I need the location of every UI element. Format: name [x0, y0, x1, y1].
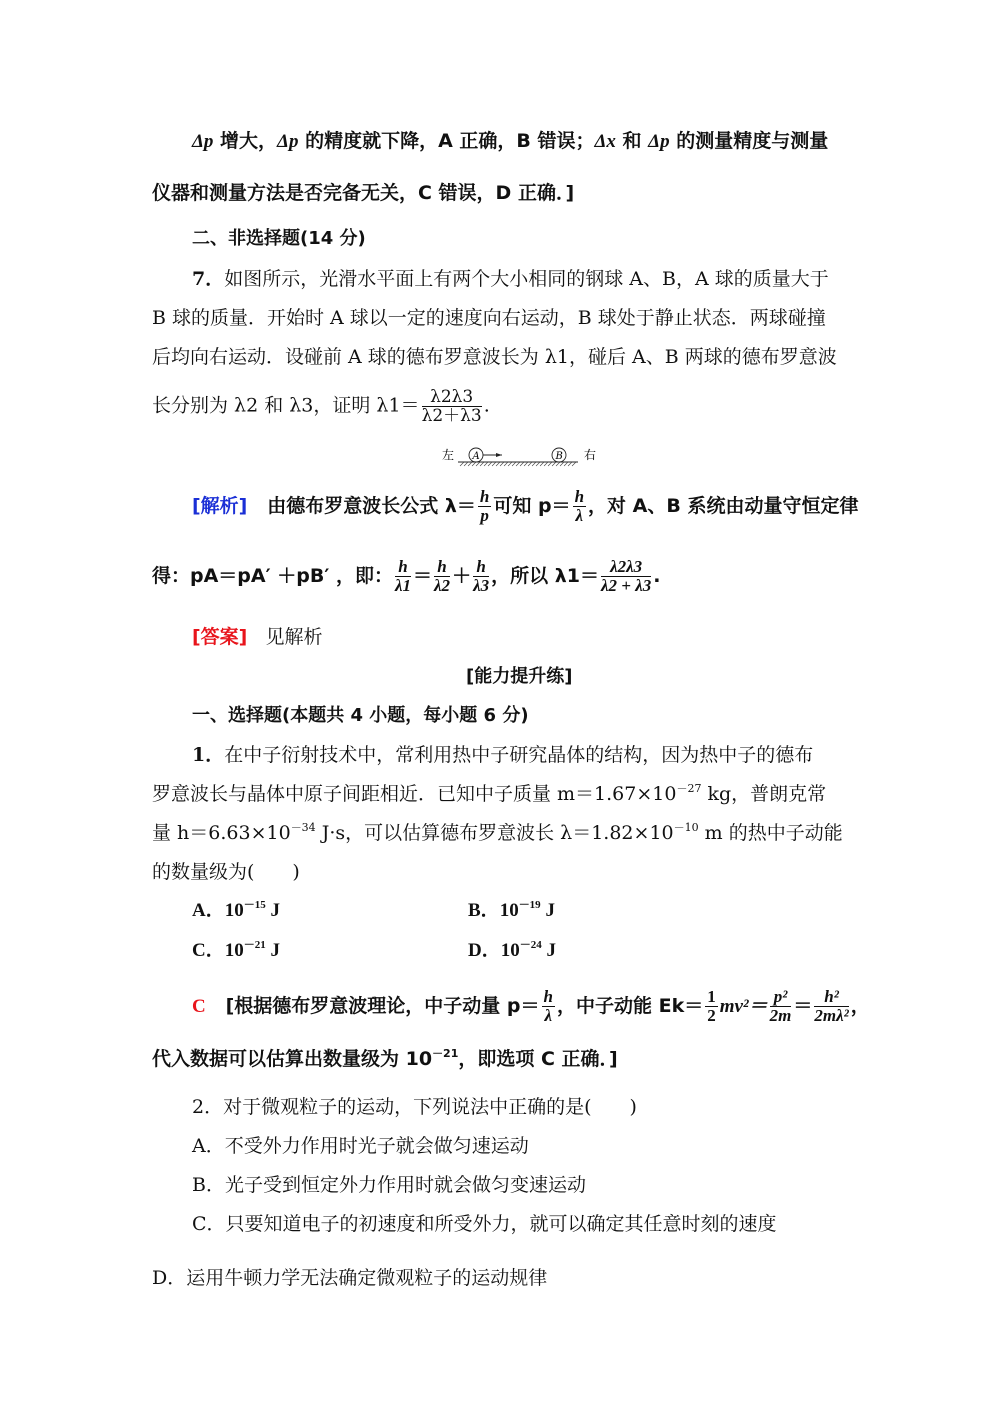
q2-option-a[interactable]: A．不受外力作用时光子就会做匀速运动: [192, 1135, 529, 1157]
analysis-tag: [解析]: [192, 495, 248, 517]
option-label: B．: [468, 900, 500, 921]
q7-answer: [192, 624, 323, 650]
section-title-ability: [能力提升练]: [466, 666, 573, 687]
fraction: [478, 488, 491, 525]
unit: J: [540, 900, 555, 921]
text: m 的热中子动能: [698, 822, 843, 844]
q1-option-d[interactable]: [468, 938, 556, 964]
text: ，对 A、B 系统由动量守恒定律: [588, 495, 859, 517]
text: 和: [615, 130, 649, 152]
text: 在中子衍射技术中，常利用热中子研究晶体的结构，因为热中子的德布: [224, 744, 814, 766]
fraction: [573, 488, 586, 525]
text: 可知 p＝: [493, 495, 571, 517]
text: ，即选项 C 正确．]: [458, 1048, 618, 1070]
text: ，所以 λ1＝: [491, 565, 599, 587]
q2-option-b[interactable]: B．光子受到恒定外力作用时就会做匀变速运动: [192, 1174, 586, 1196]
text: 罗意波长与晶体中原子间距相近．已知中子质量 m＝1.67×10: [152, 783, 677, 805]
text: ，中子动能 Ek＝: [556, 995, 704, 1017]
option-value: 10: [500, 940, 520, 961]
exponent: －24: [519, 939, 542, 951]
fraction: [434, 558, 450, 595]
denominator: λ: [575, 506, 584, 525]
prev-explanation-line1: [192, 128, 828, 155]
question-number: 7．: [192, 268, 225, 290]
text: ＝: [793, 995, 813, 1017]
text: 得：pA＝pA′ ＋pB′ ，即：: [152, 565, 393, 587]
exponent: －15: [243, 899, 266, 911]
fraction: [770, 988, 792, 1025]
text: 的精度就下降，A 正确，B 错误；: [298, 130, 595, 152]
fraction: [814, 988, 848, 1025]
option-label: A．: [192, 900, 225, 921]
numerator: h: [574, 487, 585, 506]
text: mv²＝: [719, 996, 768, 1017]
numerator: λ2λ3: [422, 388, 482, 407]
option-label: D．: [468, 940, 501, 961]
answer-text: 见解析: [265, 626, 323, 648]
right-label: 右: [584, 448, 597, 462]
text: 量 h＝6.63×10: [152, 822, 291, 844]
exponent: －21: [432, 1047, 459, 1060]
q1-line3: [152, 820, 843, 846]
numerator: p²: [770, 988, 792, 1007]
q1-line4: 的数量级为( ): [152, 861, 300, 883]
numerator: h: [395, 558, 411, 577]
option-value: 10: [224, 940, 244, 961]
text: 由德布罗意波长公式 λ＝: [267, 495, 476, 517]
fraction: [705, 988, 718, 1025]
denominator: λ3: [473, 576, 490, 595]
q1-option-b[interactable]: [468, 898, 555, 924]
q2-stem: 2．对于微观粒子的运动，下列说法中正确的是( ): [192, 1096, 637, 1118]
q7-line1: [192, 266, 829, 292]
fraction: [473, 558, 489, 595]
q7-analysis-line1: [192, 488, 858, 525]
unit: J: [541, 940, 556, 961]
denominator: λ2＋λ3: [421, 406, 482, 426]
text: ，: [850, 995, 870, 1017]
collision-diagram: [440, 443, 600, 467]
q7-line3: 后均向右运动．设碰前 A 球的德布罗意波长为 λ1，碰后 A、B 两球的德布罗意波: [152, 346, 837, 368]
option-label: C．: [192, 940, 225, 961]
denominator: 2mλ²: [814, 1006, 849, 1025]
numerator: h: [479, 487, 490, 506]
fraction: [542, 988, 555, 1025]
delta-p: Δp: [648, 131, 670, 152]
svg-text:B: B: [555, 451, 563, 462]
unit: J: [265, 900, 280, 921]
section-title-non-choice: 二、非选择题(14 分): [192, 228, 366, 249]
q7-line2: B 球的质量．开始时 A 球以一定的速度向右运动，B 球处于静止状态．两球碰撞: [152, 307, 826, 329]
exponent: －19: [518, 899, 541, 911]
question-number: 1．: [192, 744, 225, 766]
left-label: 左: [442, 448, 455, 462]
denominator: λ1: [394, 576, 411, 595]
numerator: 1: [707, 987, 716, 1006]
fraction: [601, 558, 651, 595]
denominator: λ: [544, 1006, 552, 1025]
delta-p: Δp: [192, 131, 214, 152]
fraction: [422, 388, 482, 425]
delta-x: Δx: [594, 131, 616, 152]
text: .: [483, 394, 490, 417]
text: 如图所示，光滑水平面上有两个大小相同的钢球 A、B，A 球的质量大于: [224, 268, 829, 290]
numerator: λ2λ3: [601, 558, 651, 577]
denominator: λ2: [434, 576, 451, 595]
text: 增大，: [213, 130, 278, 152]
section-title-choice: 一、选择题(本题共 4 小题，每小题 6 分): [192, 705, 529, 726]
option-value: 10: [224, 900, 244, 921]
text: 的测量精度与测量: [669, 130, 829, 152]
q7-analysis-line2: 得：pA＝pA′ ＋pB′ ，即： $\frac{h}{\lambda 1}$ ＝ $\frac{h}{\lambda 2}$ ＋ $\frac{h}{\lambda 3}$ ，所以 λ1＝ $\frac{\lambda 2\lambda 3}{\lambda 2 + \lambda 3}$ .: [152, 557, 661, 595]
q1-line1: [192, 742, 813, 768]
denominator: p: [480, 506, 489, 525]
exponent: －21: [243, 939, 266, 951]
numerator: h: [543, 987, 553, 1006]
q1-option-c[interactable]: [192, 938, 280, 964]
text: [根据德布罗意波理论，中子动量 p＝: [225, 995, 540, 1017]
unit: J: [265, 940, 280, 961]
text: kg，普朗克常: [701, 783, 827, 805]
delta-p: Δp: [277, 131, 299, 152]
answer-letter: C: [192, 996, 206, 1017]
svg-text:A: A: [472, 451, 480, 462]
q2-option-c[interactable]: C．只要知道电子的初速度和所受外力，就可以确定其任意时刻的速度: [192, 1213, 777, 1235]
denominator: 2m: [769, 1006, 792, 1025]
denominator: λ2 + λ3: [600, 576, 652, 595]
text: 长分别为 λ2 和 λ3，证明 λ1＝: [152, 394, 420, 417]
q7-line4: [152, 388, 490, 425]
numerator: h²: [814, 988, 848, 1007]
numerator: h: [434, 558, 450, 577]
option-value: 10: [499, 900, 519, 921]
text: 代入数据可以估算出数量级为 10: [152, 1048, 433, 1070]
text: .: [653, 565, 661, 587]
text: J·s，可以估算德布罗意波长 λ＝1.82×10: [315, 822, 674, 844]
denominator: 2: [707, 1006, 716, 1025]
answer-tag: [答案]: [192, 626, 248, 648]
exponent: －27: [676, 782, 702, 795]
q1-explanation-line1: [192, 988, 870, 1025]
q1-option-a[interactable]: [192, 898, 280, 924]
q1-explanation-line2: [152, 1046, 618, 1072]
fraction: [395, 558, 411, 595]
exponent: －10: [673, 821, 699, 834]
prev-explanation-line2: 仪器和测量方法是否完备无关，C 错误，D 正确．]: [152, 182, 575, 204]
q2-option-d[interactable]: D．运用牛顿力学无法确定微观粒子的运动规律: [152, 1267, 548, 1289]
q1-line2: [152, 781, 826, 807]
exponent: －34: [290, 821, 316, 834]
numerator: h: [473, 558, 489, 577]
